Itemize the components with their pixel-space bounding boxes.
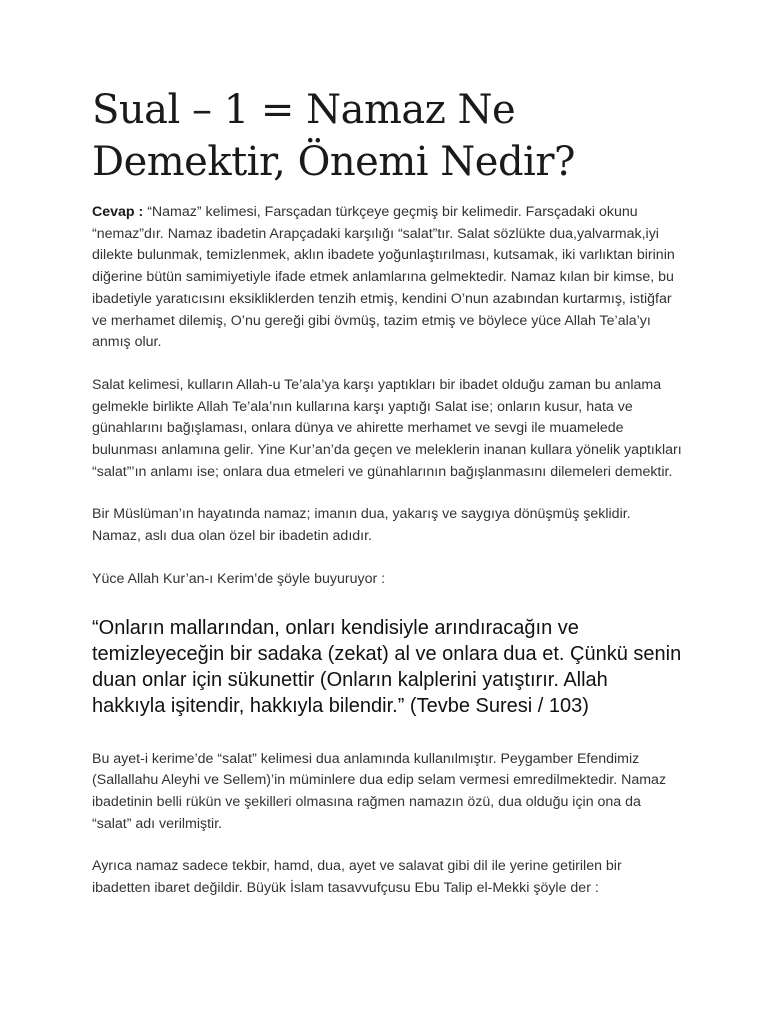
paragraph-muslim: Bir Müslüman’ın hayatında namaz; imanın dua, yakarış ve saygıya dönüşmüş şeklidir. Namaz, aslı dua olan özel bir ibadetin adıdır. [92, 506, 631, 545]
answer-text: “Namaz” kelimesi, Farsçadan türkçeye geçmiş bir kelimedir. Farsçadaki okunu “nemaz”dır. Namaz ibadetin Arapçadaki karşılığı “salat”tır. Salat sözlükte dua,yalvarmak,iyi dilekte bulunmak, temizlenmek, aklın ibadete yoğunlaştırılması, kutsamak, iki varlıktan birinin diğerine bütün samimiyetiyle ifade etmek anlamlarına gelmektedir. Namaz kılan bir kimse, bu ibadetiyle yaratıcısını eksikliklerden tenzih etmiş, kendini O’nun azabından kurtarmış, istiğfar ve merhamet dilemiş, O’nu gereği gibi övmüş, tazim etmiş ve böylece yüce Allah Te’ala’yı anmış olur. [92, 204, 675, 351]
paragraph-quran-intro: Yüce Allah Kur’an-ı Kerim’de şöyle buyuruyor : [92, 570, 386, 587]
paragraph-salat: Salat kelimesi, kulların Allah-u Te’ala’ya karşı yaptıkları bir ibadet olduğu zaman bu anlama gelmekle birlikte Allah Te’ala’nın kullarına karşı yaptığı Salat ise; onların kusur, hata ve günahlarını bağışlaması, onlara dünya ve ahirette merhamet ve sevgi ile muamelede bulunması anlamına gelir. Yine Kur’an’da geçen ve meleklerin inanan kullara yönelik yaptıkları “salat”’ın anlamı ise; onlara dua etmeleri ve günahlarının bağışlanmasını dilemeleri demektir. [92, 376, 682, 480]
answer-paragraph [92, 202, 682, 354]
paragraph-ayet: Bu ayet-i kerime’de “salat” kelimesi dua anlamında kullanılmıştır. Peygamber Efendimiz (Sallallahu Aleyhi ve Sellem)’in müminlere dua edip selam vermesi emredilmektedir. Namaz ibadetinin belli rükün ve şekilleri olmasına rağmen namazın özü, dua olduğu için ona da “salat” adı verilmiştir. [92, 750, 667, 832]
quran-quote: “Onların mallarından, onları kendisiyle arındıracağın ve temizleyeceğin bir sadaka (zekat) al ve onlara dua et. Çünkü senin duan onlar için sükunettir (Onların kalplerini yatıştırır. Allah hakkıyla işitendir, hakkıyla bilendir.” (Tevbe Suresi / 103) [92, 616, 682, 717]
answer-label: Cevap : [92, 204, 144, 220]
page-title: Sual – 1 = Namaz Ne Demektir, Önemi Nedir? [92, 87, 575, 185]
document-page [92, 84, 682, 921]
paragraph-also: Ayrıca namaz sadece tekbir, hamd, dua, ayet ve salavat gibi dil ile yerine getirilen bir ibadetten ibaret değildir. Büyük İslam tasavvufçusu Ebu Talip el-Mekki şöyle der : [92, 858, 622, 897]
